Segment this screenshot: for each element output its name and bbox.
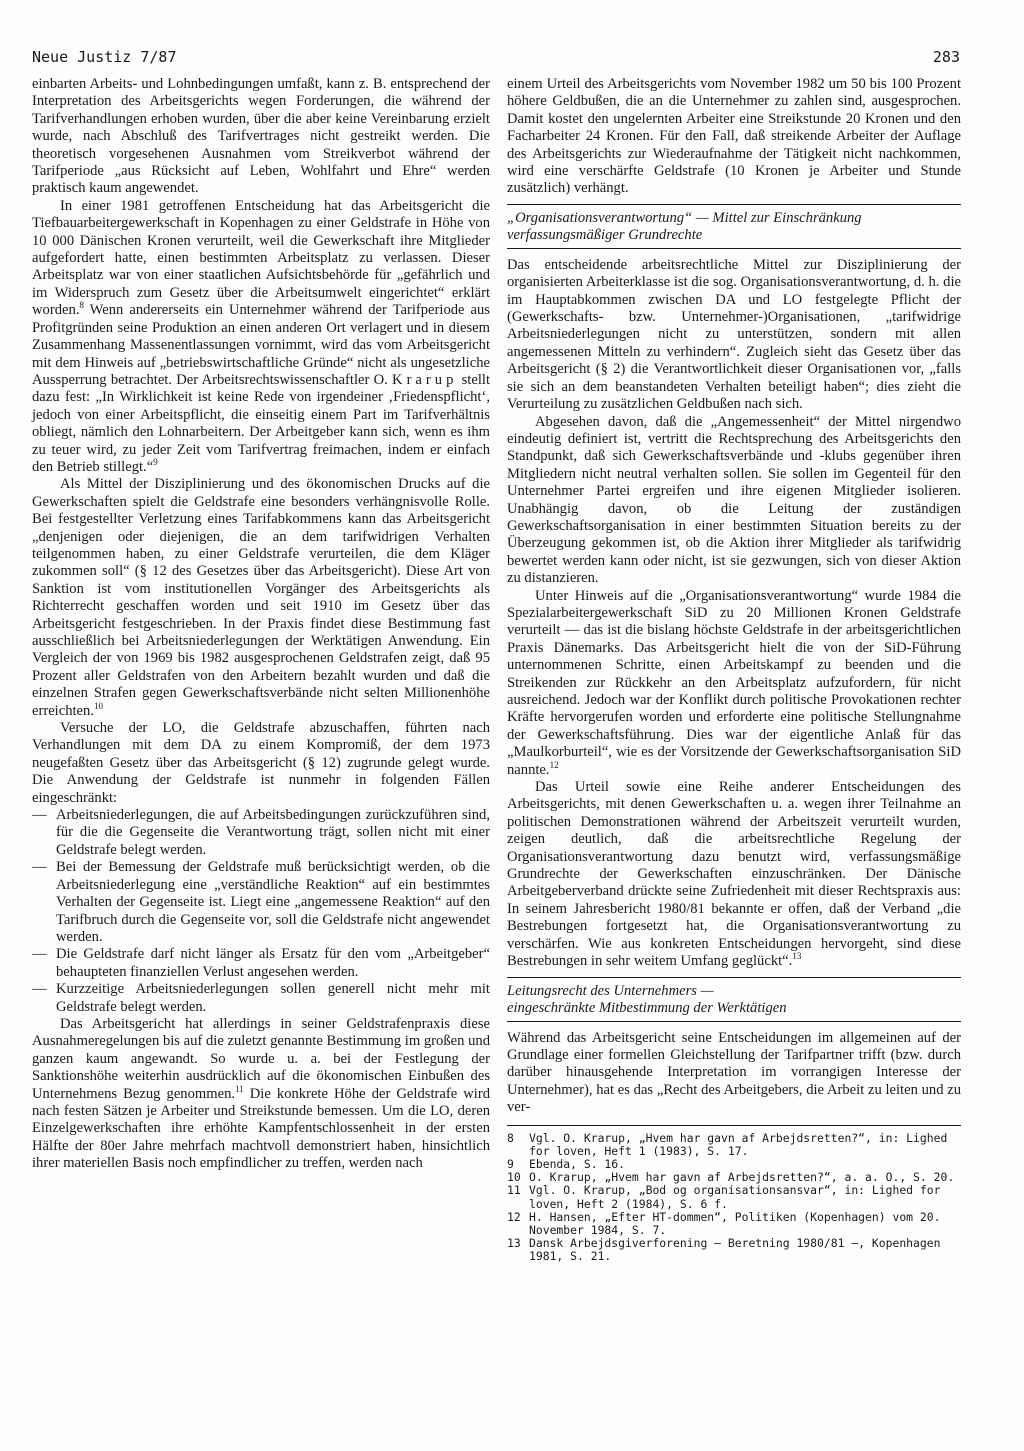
footnote	[507, 1184, 961, 1210]
paragraph: Das entscheidende arbeitsrechtliche Mittel zur Disziplinierung der organisierten Arbeiterklasse ist die sog. Organisationsverantwortung, d. h. die im Hauptabkommen zwischen DA und LO festgelegte Pflicht der (Gewerkschafts- bzw. Unternehmer-)Organisationen, „tarifwidrige Arbeitsniederlegungen nicht zu unterstützen, sondern mit allen angemessenen Mitteln zu verhindern“. Zugleich sieht das Gesetz über das Arbeitsgericht (§ 2) die Verantwortlichkeit dieser Organisationen vor, „falls sie sich an dem beanstandeten Verhalten beteiligt haben“; dies zieht die Verurteilung zu zusätzlichen Geldbußen nach sich.	[507, 256, 961, 413]
exceptions-list	[32, 807, 490, 1016]
paragraph	[32, 476, 490, 720]
paragraph: Während das Arbeitsgericht seine Entscheidungen im allgemeinen auf der Grundlage einer formellen Gleichstellung der Tarifpartner trifft (bzw. durch darüber hinausgehende Interpretation im vorrangigen Interesse der Unternehmer), hat es das „Recht des Arbeitgebers, die Arbeit zu leiten und zu ver-	[507, 1029, 961, 1116]
paragraph-text: Unter Hinweis auf die „Organisationsverantwortung“ wurde 1984 die Spezialarbeitergewerkschaft SiD zu 20 Millionen Kronen Geldstrafe verurteilt — das ist die bislang höchste Geldstrafe in der arbeitsgerichtlichen Praxis Dänemarks. Das Arbeitsgericht hielt die von der SiD-Führung unternommenen Schritte, einen Arbeitskampf zu beenden und die Streikenden zur Rückkehr an den Arbeitsplatz aufzufordern, für nicht ausreichend. Jedoch war der Konflikt durch politische Provokationen rechter Kräfte hervorgerufen worden und erforderte eine politische Stellungnahme der Gewerkschaftsführung. Dies war der eigentliche Anlaß für das „Maulkorburteil“, wie es der Vorsitzende der Gewerkschaftsorganisation SiD nannte.	[507, 587, 961, 778]
paragraph	[507, 779, 961, 970]
list-item: — Die Geldstrafe darf nicht länger als Ersatz für den vom „Arbeitgeber“ behaupteten finanziellen Verlust angesehen werden.	[32, 946, 490, 981]
footnote-text: Vgl. O. Krarup, „Hvem har gavn af Arbejdsretten?“, in: Lighed for loven, Heft 1 (1983), S. 17.	[529, 1130, 948, 1158]
footnote-ref: 10	[93, 700, 103, 711]
paragraph: Abgesehen davon, daß die „Angemessenheit“ der Mittel nirgendwo eindeutig definiert ist, vertritt die Rechtsprechung des Arbeitsgerichts den Standpunkt, daß sich Gewerkschaftsverbände und -klubs gegenüber ihren Mitgliedern nicht neutral verhalten sollen. Sie sollen im Gegenteil für den Unternehmer Partei ergreifen und ihre eigenen Mitglieder isolieren. Unabhängig davon, ob die Leitung der zuständigen Gewerkschaftsorganisation in einer bestimmten Situation bereits zu der Überzeugung gekommen ist, ob die Aktion ihrer Mitglieder als tarifwidrig bewertet werden kann oder nicht, ist sie gezwungen, sich von dieser Aktion zu distanzieren.	[507, 413, 961, 587]
footnote-ref: 12	[549, 759, 559, 770]
footnote	[507, 1132, 961, 1158]
heading-line: Leitungsrecht des Unternehmers —	[507, 982, 714, 999]
footnote-number: 12	[507, 1209, 521, 1224]
paragraph	[32, 198, 490, 477]
heading-line: eingeschränkte Mitbestimmung der Werktätigen	[507, 999, 787, 1016]
section-heading	[507, 977, 961, 1022]
paragraph-text: stellt dazu fest: „In Wirklichkeit ist keine Rede von irgendeiner ‚Friedenspflicht‘, jedoch von einer Arbeitspflicht, die einseitig einem Part im Tarifverhältnis obliegt, nämlich den Lohnarbeitern. Der Arbeitgeber kann sich, wenn es ihm zu teuer wird, zu jeder Zeit vom Tarifvertrag freimachen, indem er einfach den Betrieb stillegt.“	[32, 371, 490, 475]
footnote-divider	[507, 1125, 961, 1126]
page-header	[32, 48, 960, 66]
paragraph: einem Urteil des Arbeitsgerichts vom November 1982 um 50 bis 100 Prozent höhere Geldbußen, die an die Unternehmer zu zahlen sind, ausgesprochen. Damit kostet den ungelernten Arbeiter eine Streikstunde 20 Kronen und den Facharbeiter 24 Kronen. Für den Fall, daß streikende Arbeiter der Auflage des Arbeitsgerichts zur Wiederaufnahme der Tätigkeit nicht nachkommen, wird eine verschärfte Geldstrafe (10 Kronen je Arbeiter und Stunde zusätzlich) verhängt.	[507, 76, 961, 197]
author-name: Krarup	[392, 371, 458, 388]
footnote-ref: 8	[79, 300, 84, 311]
journal-title: Neue Justiz 7/87	[32, 48, 177, 66]
footnote-number: 8	[507, 1130, 514, 1145]
paragraph	[507, 588, 961, 779]
left-column	[32, 76, 490, 1173]
paragraph-text: Das Urteil sowie eine Reihe anderer Entscheidungen des Arbeitsgerichts, mit denen Gewerkschaften u. a. wegen ihrer Teilnahme an politischen Demonstrationen während der Arbeitszeit verurteilt wurden, zeigen deutlich, daß die arbeitsrechtliche Regelung der Organisationsverantwortung dazu benutzt wird, verfassungsmäßige Grundrechte der Gewerkschaften einzuschränken. Der Dänische Arbeitgeberverband drückte seine Zufriedenheit mit dieser Rechtspraxis aus: In seinem Jahresbericht 1980/81 bekannte er offen, daß der Verband „die Bestrebungen fortgesetzt hat, die Organisationsverantwortung zu verschärfen. Wie aus konkreten Entscheidungen hervorgeht, sind diese Bestrebungen in sehr weitem Umfang geglückt“.	[507, 779, 961, 970]
paragraph: einbarten Arbeits- und Lohnbedingungen umfaßt, kann z. B. entsprechend der Interpretation des Arbeitsgerichts wegen Forderungen, die während der Tarifverhandlungen erhoben wurden, über die aber keine Vereinbarung erzielt wurde, nach Abschluß des Tarifvertrages nicht gestreikt werden. Die theoretisch vorgesehenen Ausnahmen vom Streikverbot während der Tarifperiode „aus Rücksicht auf Leben, Wohlfahrt und Ehre“ werden praktisch kaum angewendet.	[32, 76, 490, 197]
footnote-text: Vgl. O. Krarup, „Bod og organisationsansvar“, in: Lighed for loven, Heft 2 (1984), S. 6 f.	[529, 1183, 941, 1211]
footnote-text: H. Hansen, „Efter HT-dommen“, Politiken (Kopenhagen) vom 20. November 1984, S. 7.	[529, 1209, 941, 1237]
paragraph: Versuche der LO, die Geldstrafe abzuschaffen, führten nach Verhandlungen mit dem DA zu einem Kompromiß, der dem 1973 neugefaßten Gesetz über das Arbeitsgericht (§ 12) zugrunde gelegt wurde. Die Anwendung der Geldstrafe ist nunmehr in folgenden Fällen eingeschränkt:	[32, 720, 490, 806]
footnote-text: O. Krarup, „Hvem har gavn af Arbejdsretten?“, a. a. O., S. 20.	[529, 1170, 955, 1185]
footnote	[507, 1211, 961, 1237]
footnote-ref: 9	[153, 457, 158, 468]
paragraph-text: Wenn andererseits ein Unternehmer während der Tarifperiode aus Profitgründen seine Produktion an einen anderen Ort verlagert und in diesem Zusammenhang Massenentlassungen vornimmt, wird das vom Arbeitsgericht mit dem Hinweis auf „betriebswirtschaftliche Gründe“ nicht als ungesetzliche Aussperrung betrachtet. Der Arbeitsrechtswissenschaftler O.	[32, 302, 490, 388]
paragraph-text: Als Mittel der Disziplinierung und des ökonomischen Drucks auf die Gewerkschaften spielt die Geldstrafe eine besonders verhängnisvolle Rolle. Bei festgestellter Verletzung eines Tarifabkommens kann das Arbeitsgericht „denjenigen oder diejenigen, die an dem tarifwidrigen Verhalten teilgenommen haben, zu einer Geldstrafe verurteilen, die dem Kläger zukommen soll“ (§ 12 des Gesetzes über das Arbeitsgericht). Diese Art von Sanktion ist vom institutionellen Vorgänger des Arbeitsgerichts als Richterrecht geschaffen worden und seit 1910 im Gesetz über das Arbeitsgericht festgeschrieben. In der Praxis findet diese Bestimmung fast ausschließlich bei Arbeitsniederlegungen der Werktätigen Anwendung. Ein Vergleich der von 1969 bis 1982 ausgesprochenen Geldstrafen zeigt, daß 95 Prozent aller Geldstrafen von den Arbeitern bezahlt wurden und daß die einzelnen Strafen gegen Gewerkschaftsverbände nicht selten Millionenhöhe erreichten.	[32, 476, 490, 719]
section-heading	[507, 204, 961, 249]
footnote	[507, 1237, 961, 1263]
page-number: 283	[932, 48, 960, 66]
footnote-number: 11	[507, 1183, 521, 1198]
paragraph-text: Das Arbeitsgericht hat allerdings in seiner Geldstrafenpraxis diese Ausnahmeregelungen bis auf die zuletzt genannte Bestimmung im großen und ganzen kaum angewandt. So wurde u. a. bei der Festlegung der Sanktionshöhe weiterhin ausdrücklich auf die ökonomischen Einbußen des Unternehmens Bezug genommen.	[32, 1015, 490, 1102]
paragraph-text: Die konkrete Höhe der Geldstrafe wird nach festen Sätzen je Arbeiter und Streikstunde bemessen. Um die LO, deren Einzelgewerkschaften ihre erhöhte Kampfentschlossenheit in der ersten Hälfte der 80er Jahre mehrfach machtvoll demonstriert haben, hinsichtlich ihrer materiellen Basis noch empfindlicher zu treffen, werden nach	[32, 1085, 490, 1172]
list-item: — Kurzzeitige Arbeitsniederlegungen sollen generell nicht mehr mit Geldstrafe belegt werden.	[32, 981, 490, 1016]
heading-line: verfassungsmäßiger Grundrechte	[507, 226, 703, 243]
footnote-text: Ebenda, S. 16.	[529, 1156, 626, 1171]
footnote-number: 10	[507, 1170, 521, 1185]
footnote-ref: 11	[235, 1083, 244, 1094]
right-column	[507, 76, 961, 1264]
list-item: — Bei der Bemessung der Geldstrafe muß berücksichtigt werden, ob die Arbeitsniederlegung eine „verständliche Reaktion“ auf ein bestimmtes Verhalten der Gegenseite ist. Liegt eine „angemessene Reaktion“ auf den Tarifbruch durch die Gegenseite vor, soll die Geldstrafe nicht angewendet werden.	[32, 859, 490, 946]
heading-line: „Organisationsverantwortung“ — Mittel zur Einschränkung	[507, 209, 862, 226]
footnote-number: 13	[507, 1236, 521, 1251]
footnote-ref: 13	[792, 951, 802, 962]
footnote-number: 9	[507, 1156, 514, 1171]
paragraph-text: In einer 1981 getroffenen Entscheidung hat das Arbeitsgericht die Tiefbauarbeitergewerkschaft in Kopenhagen zu einer Geldstrafe in Höhe von 10 000 Dänischen Kronen verurteilt, weil die Gewerkschaft ihre Mitglieder aufgefordert hatte, einen bestimmten Arbeitsplatz zu verlassen. Dieser Arbeitsplatz war von einer staatlichen Aufsichtsbehörde für „gefährlich und im Widerspruch zum Gesetz über die Arbeitsumwelt eingerichtet“ erklärt worden.	[32, 197, 490, 319]
paragraph	[32, 1016, 490, 1173]
footnotes	[507, 1132, 961, 1264]
list-item: — Arbeitsniederlegungen, die auf Arbeitsbedingungen zurückzuführen sind, für die die Gegenseite die Verantwortung trägt, sollen nicht mit einer Geldstrafe belegt werden.	[32, 807, 490, 859]
footnote-text: Dansk Arbejdsgiverforening — Beretning 1980/81 —, Kopenhagen 1981, S. 21.	[529, 1236, 941, 1264]
